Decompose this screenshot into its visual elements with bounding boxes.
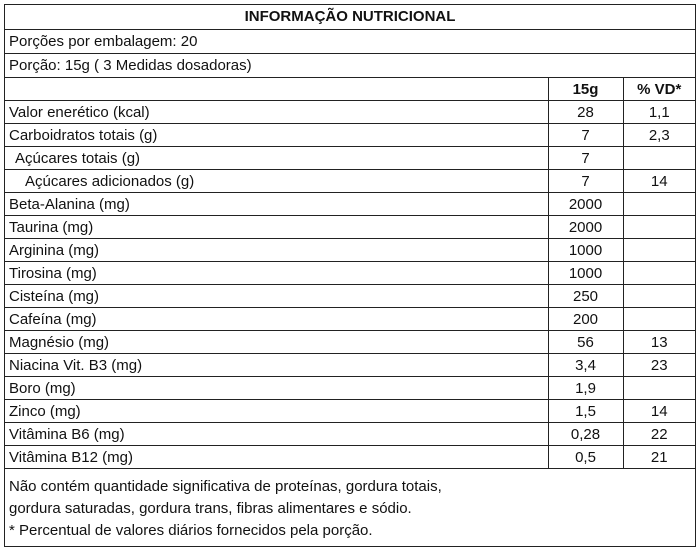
nutrient-name: Açúcares totais (g): [5, 147, 548, 170]
nutrient-vd: 23: [623, 354, 695, 377]
nutrient-name: Taurina (mg): [5, 216, 548, 239]
nutrient-vd: [623, 262, 695, 285]
header-vd: % VD*: [623, 78, 695, 101]
nutrient-name: Vitâmina B12 (mg): [5, 446, 548, 469]
table-row: [5, 354, 695, 377]
nutrient-vd: [623, 285, 695, 308]
nutrient-name: Açúcares adicionados (g): [5, 170, 548, 193]
nutrient-vd: 21: [623, 446, 695, 469]
nutrient-amount: 0,5: [548, 446, 623, 469]
nutrient-amount: 200: [548, 308, 623, 331]
nutrient-amount: 1000: [548, 239, 623, 262]
nutrient-name: Beta-Alanina (mg): [5, 193, 548, 216]
header-amount: 15g: [548, 78, 623, 101]
nutrient-name: Niacina Vit. B3 (mg): [5, 354, 548, 377]
nutrient-amount: 250: [548, 285, 623, 308]
nutrient-name: Cisteína (mg): [5, 285, 548, 308]
table-row: [5, 423, 695, 446]
nutrient-vd: 14: [623, 170, 695, 193]
nutrient-vd: [623, 377, 695, 400]
nutrition-table: [5, 78, 695, 469]
nutrient-name: Arginina (mg): [5, 239, 548, 262]
nutrient-name: Cafeína (mg): [5, 308, 548, 331]
label-footer: [5, 469, 695, 542]
table-row: [5, 331, 695, 354]
nutrient-vd: [623, 239, 695, 262]
nutrient-amount: 1000: [548, 262, 623, 285]
nutrient-amount: 2000: [548, 216, 623, 239]
table-row: [5, 308, 695, 331]
table-row: [5, 216, 695, 239]
table-row: [5, 124, 695, 147]
table-row: [5, 147, 695, 170]
nutrient-amount: 56: [548, 331, 623, 354]
table-row: [5, 377, 695, 400]
nutrient-name: Valor enerético (kcal): [5, 101, 548, 124]
nutrient-name: Tirosina (mg): [5, 262, 548, 285]
table-row: [5, 193, 695, 216]
nutrient-amount: 7: [548, 124, 623, 147]
nutrient-amount: 1,5: [548, 400, 623, 423]
footer-note-2: gordura saturadas, gordura trans, fibras alimentares e sódio.: [9, 500, 412, 517]
nutrient-vd: [623, 216, 695, 239]
nutrient-vd: 14: [623, 400, 695, 423]
table-row: [5, 285, 695, 308]
nutrient-amount: 28: [548, 101, 623, 124]
table-row: [5, 239, 695, 262]
nutrient-vd: 22: [623, 423, 695, 446]
table-row: [5, 101, 695, 124]
table-row: [5, 262, 695, 285]
nutrient-vd: 1,1: [623, 101, 695, 124]
table-header-row: [5, 78, 695, 101]
table-row: [5, 446, 695, 469]
nutrient-name: Magnésio (mg): [5, 331, 548, 354]
table-row: [5, 400, 695, 423]
header-nutrient: [5, 78, 548, 101]
nutrition-facts-label: [4, 4, 696, 547]
nutrient-amount: 7: [548, 170, 623, 193]
nutrient-amount: 2000: [548, 193, 623, 216]
nutrient-vd: [623, 308, 695, 331]
nutrient-vd: 13: [623, 331, 695, 354]
nutrient-name: Boro (mg): [5, 377, 548, 400]
label-title: INFORMAÇÃO NUTRICIONAL: [5, 5, 695, 30]
nutrient-name: Vitâmina B6 (mg): [5, 423, 548, 446]
nutrient-vd: 2,3: [623, 124, 695, 147]
nutrient-vd: [623, 147, 695, 170]
nutrient-amount: 0,28: [548, 423, 623, 446]
table-row: [5, 170, 695, 193]
nutrient-amount: 3,4: [548, 354, 623, 377]
servings-per-package: Porções por embalagem: 20: [5, 30, 695, 54]
nutrient-name: Zinco (mg): [5, 400, 548, 423]
nutrient-amount: 1,9: [548, 377, 623, 400]
nutrient-vd: [623, 193, 695, 216]
serving-size: Porção: 15g ( 3 Medidas dosadoras): [5, 54, 695, 78]
nutrient-name: Carboidratos totais (g): [5, 124, 548, 147]
footer-note-1: Não contém quantidade significativa de proteínas, gordura totais,: [9, 478, 442, 495]
nutrient-amount: 7: [548, 147, 623, 170]
table-body: [5, 101, 695, 469]
footer-note-3: * Percentual de valores diários fornecidos pela porção.: [9, 522, 373, 539]
